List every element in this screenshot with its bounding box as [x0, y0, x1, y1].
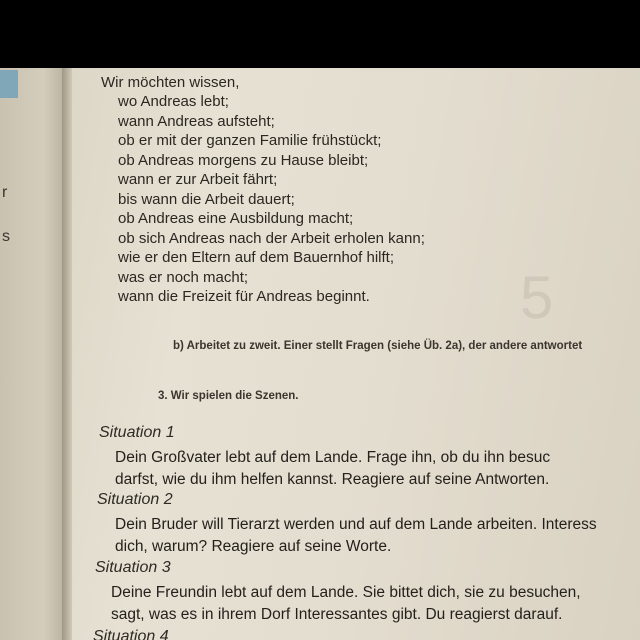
show-through-back-page: 5: [520, 264, 554, 331]
task-3-heading: 3. Wir spielen die Szenen.: [158, 390, 299, 402]
situation-title: Situation 1: [99, 424, 175, 441]
question-line: bis wann die Arbeit dauert;: [118, 191, 295, 208]
question-line: ob Andreas eine Ausbildung macht;: [118, 210, 354, 227]
situation-title: Situation 2: [97, 491, 173, 508]
left-page-fragment: s: [2, 228, 10, 245]
situation-text-line: darfst, wie du ihm helfen kannst. Reagiere auf seine Antworten.: [115, 471, 550, 488]
left-page-fragment: r: [2, 184, 8, 201]
situation-title: Situation 4: [93, 628, 169, 640]
blue-tab-mark: [0, 70, 18, 98]
question-line: ob Andreas morgens zu Hause bleibt;: [118, 152, 369, 169]
question-line: wann er zur Arbeit fährt;: [118, 171, 278, 188]
question-line: wann Andreas aufsteht;: [118, 113, 275, 130]
situation-text-line: dich, warum? Reagiere auf seine Worte.: [115, 538, 392, 555]
situation-text-line: Dein Bruder will Tierarzt werden und auf dem Lande arbeiten. Interess: [115, 516, 597, 533]
question-line: wann die Freizeit für Andreas beginnt.: [118, 288, 370, 305]
situation-title: Situation 3: [95, 559, 171, 576]
question-line: was er noch macht;: [118, 269, 249, 286]
situation-text-line: Deine Freundin lebt auf dem Lande. Sie bittet dich, sie zu besuchen,: [111, 584, 581, 601]
situation-text-line: sagt, was es in ihrem Dorf Interessantes gibt. Du reagierst darauf.: [111, 606, 563, 623]
left-page-edge: [0, 68, 62, 640]
question-line: wie er den Eltern auf dem Bauernhof hilft;: [118, 249, 394, 266]
question-line: ob sich Andreas nach der Arbeit erholen kann;: [118, 230, 425, 247]
intro-line: Wir möchten wissen,: [101, 74, 240, 91]
book-gutter: [62, 68, 72, 640]
textbook-page: [0, 68, 640, 640]
question-line: ob er mit der ganzen Familie frühstückt;: [118, 132, 382, 149]
task-b-instruction: b) Arbeitet zu zweit. Einer stellt Fragen (siehe Üb. 2a), der andere antwortet: [173, 340, 583, 352]
situation-text-line: Dein Großvater lebt auf dem Lande. Frage ihn, ob du ihn besuc: [115, 449, 551, 466]
question-line: wo Andreas lebt;: [118, 93, 229, 110]
